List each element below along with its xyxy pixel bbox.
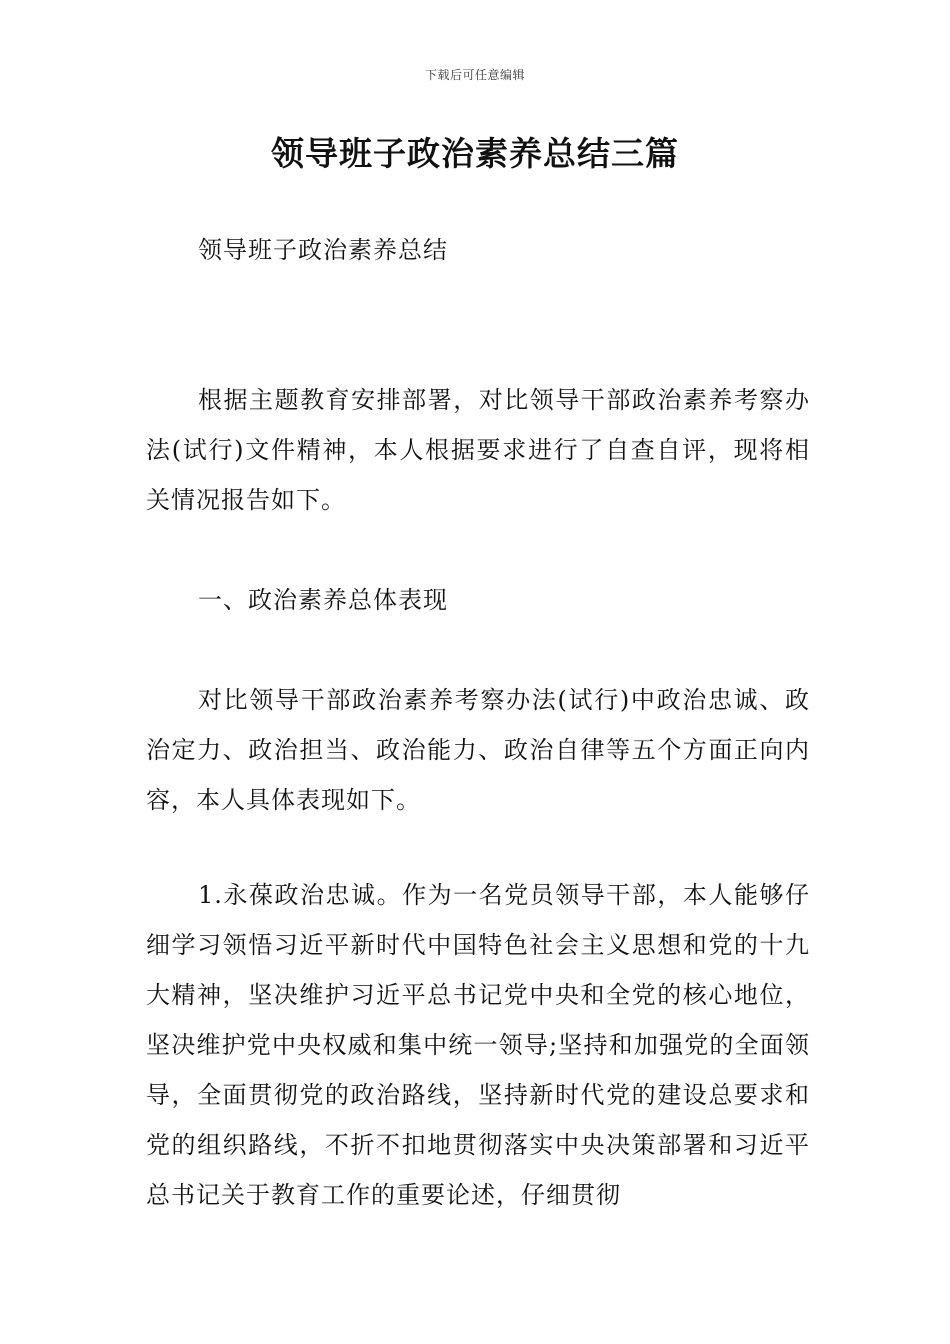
header-note: 下载后可任意编辑: [424, 68, 525, 82]
document-title: 领导班子政治素养总结三篇: [271, 134, 679, 173]
section-heading: 一、政治素养总体表现: [198, 586, 448, 614]
item-one-paragraph: 1.永葆政治忠诚。作为一名党员领导干部，本人能够仔细学习领悟习近平新时代中国特色社会主义思想和党的十九大精神，坚决维护习近平总书记党中央和全党的核心地位，坚决维护党中央权威和集中统一领导;坚持和加强党的全面领导，全面贯彻党的政治路线，坚持新时代党的建设总要求和党的组织路线，不折不扣地贯彻落实中央决策部署和习近平总书记关于教育工作的重要论述，仔细贯彻: [146, 881, 810, 1209]
document-subtitle: 领导班子政治素养总结: [198, 236, 448, 264]
overview-paragraph: 对比领导干部政治素养考察办法(试行)中政治忠诚、政治定力、政治担当、政治能力、政治自律等五个方面正向内容，本人具体表现如下。: [146, 686, 810, 814]
intro-paragraph: 根据主题教育安排部署，对比领导干部政治素养考察办法(试行)文件精神，本人根据要求进行了自查自评，现将相关情况报告如下。: [146, 386, 810, 514]
